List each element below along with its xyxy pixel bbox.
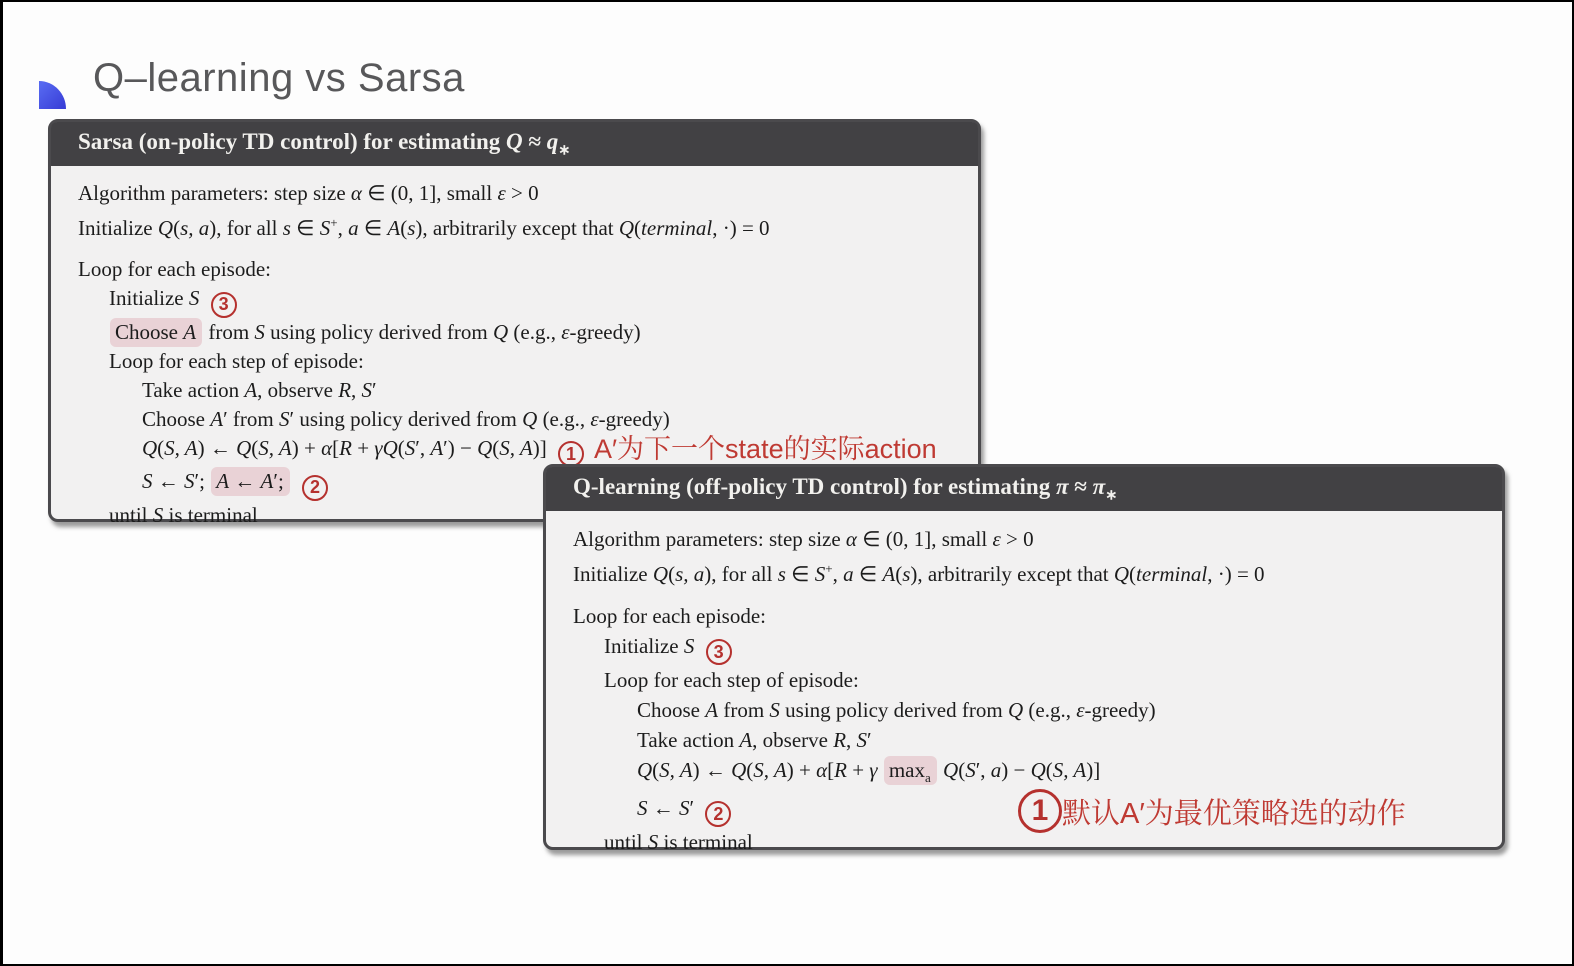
title-accent-icon (39, 81, 66, 109)
algorithm-line: Q(S, A) ← Q(S, A) + α[R + γ $\max_a Q(S'$, a) − Q(S, A)] (637, 758, 1101, 786)
pink-highlight: Choose A (110, 318, 202, 347)
algorithm-line: S ← S′; A ← A′; 2 (78, 467, 970, 501)
algorithm-line: Choose A′ from S′ using policy derived from Q (e.g., ε-greedy) (142, 406, 670, 431)
algorithm-line: until S is terminal (604, 830, 753, 855)
annotation-text: 默认A′为最优策略选的动作 (1062, 797, 1406, 830)
algorithm-line: Choose A from S using policy derived from Q (e.g., ε-greedy) (637, 698, 1156, 722)
circled-number-3: 3 (706, 639, 732, 665)
algorithm-line: Choose A from S using policy derived from Q (e.g., ε-greedy) (78, 318, 970, 347)
algorithm-line: Initialize Q(s, a), for all s ∈ S+, a ∈ A(s), arbitrarily except that Q(terminal, ·) = 0 (573, 561, 1265, 586)
pink-highlight: A ← A′; (211, 467, 290, 496)
algorithm-line: Initialize S 3 (573, 631, 1494, 665)
algorithm-line: Q(S, A) ← Q(S, A) + α[R + γQ(S′, A′) − Q(S, A)] 1 A′为下一个state的实际action (78, 434, 970, 468)
sarsa-algorithm-box (48, 119, 981, 527)
algorithm-line: Initialize Q(s, a), for all s ∈ S+, a ∈ A(s), arbitrarily except that Q(terminal, ·) = 0 (78, 215, 770, 240)
algorithm-line: Algorithm parameters: step size α ∈ (0, 1], small ε > 0 (78, 181, 539, 205)
algorithm-line: until S is terminal (109, 502, 258, 527)
pink-highlight: $\max_a$ (884, 756, 937, 785)
sarsa-box-header (51, 122, 978, 166)
circled-number-2: 2 (302, 475, 328, 501)
page-title: Q–learning vs Sarsa (93, 56, 465, 100)
qlearning-box-title: Q-learning (off-policy TD control) for estimating $\pi \approx \pi_∗$ (573, 473, 1118, 504)
algorithm-line: Take action A, observe R, S′ (142, 377, 377, 402)
algorithm-line: S ← S′ 2 (573, 793, 1494, 827)
algorithm-line: Initialize S 3 (78, 284, 970, 318)
qlearning-annotation (1018, 789, 1406, 833)
algorithm-line: Loop for each step of episode: (604, 668, 859, 692)
circled-number-1: 1 (558, 441, 584, 467)
qlearning-box-header (546, 467, 1502, 511)
circled-number-2: 2 (705, 801, 731, 827)
algorithm-line: Loop for each episode: (78, 257, 272, 281)
algorithm-line: Algorithm parameters: step size α ∈ (0, 1], small ε > 0 (573, 527, 1034, 551)
circled-number-3: 3 (211, 292, 237, 318)
algorithm-line: Loop for each episode: (573, 604, 767, 628)
algorithm-line: Take action A, observe R, S′ (637, 728, 872, 752)
annotation-text: A′为下一个state的实际action (593, 433, 937, 464)
circled-number-1: 1 (1018, 789, 1062, 833)
qlearning-algorithm-box (543, 464, 1505, 855)
sarsa-box-title: Sarsa (on-policy TD control) for estimating $Q \approx q_∗$ (78, 128, 571, 159)
algorithm-line: Loop for each step of episode: (109, 348, 364, 373)
